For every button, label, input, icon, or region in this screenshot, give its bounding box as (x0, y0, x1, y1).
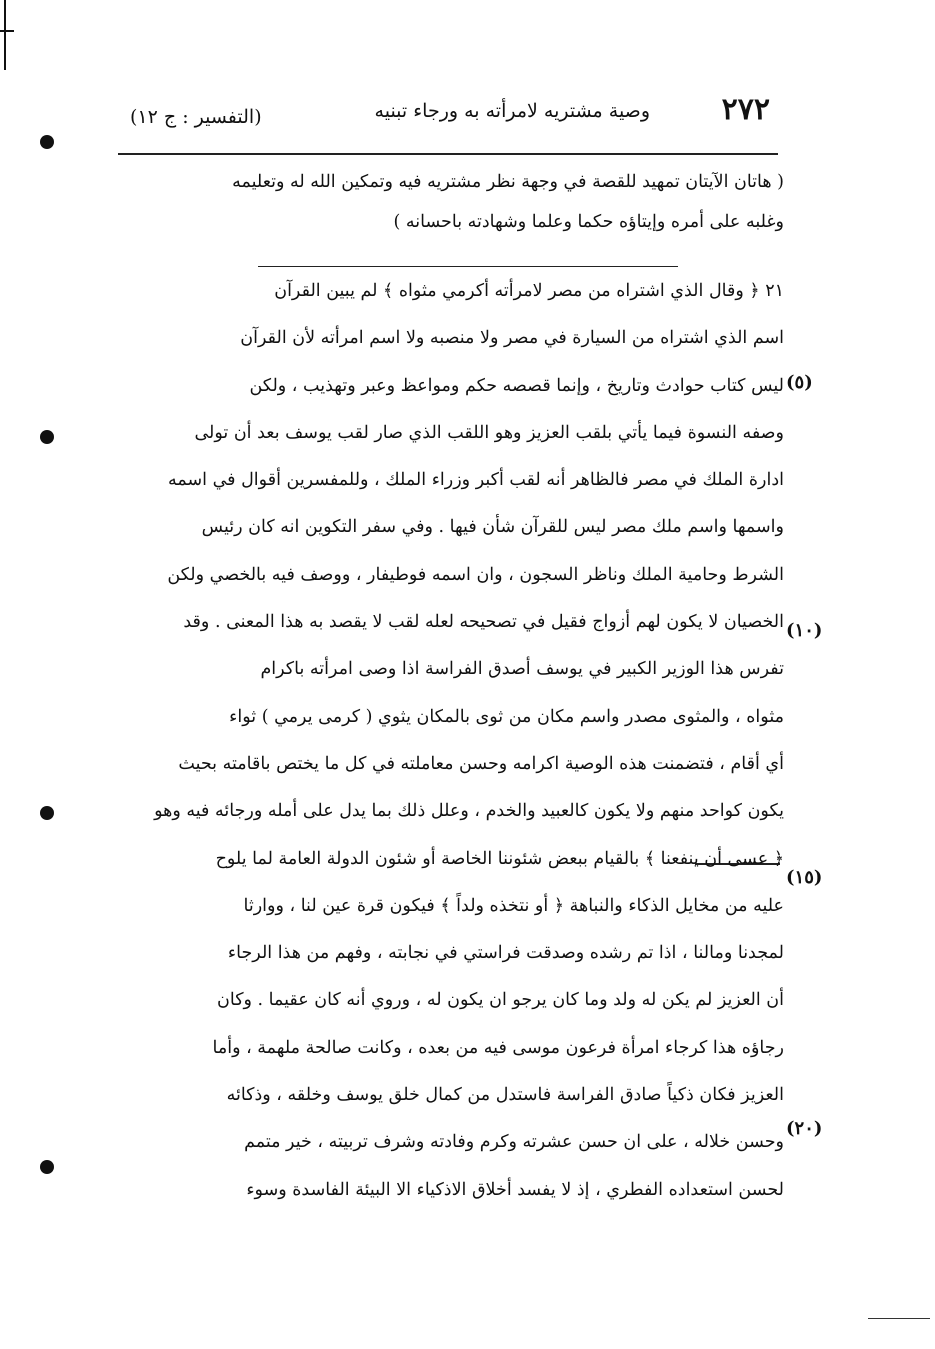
intro-line: ( هاتان الآيتان تمهيد للقصة في وجهة نظر مشتريه فيه وتمكين الله له وتعليمه (232, 172, 784, 192)
text-line: ادارة الملك في مصر فالظاهر أنه لقب أكبر وزراء الملك ، وللمفسرين أقوال في اسمه (167, 470, 784, 491)
main-commentary (112, 268, 784, 1214)
intro-paragraph (112, 162, 784, 242)
text-line: اسم الذي اشتراه من السيارة في مصر ولا منصبه ولا اسم امرأته لأن القرآن (240, 328, 784, 349)
text-line: وحسن خلاله ، على ان حسن عشرته وكرم وفادته وشرف تربيته ، خير متمم (244, 1132, 784, 1153)
scan-edge-line (4, 0, 6, 70)
text-line: لمجدنا ومالنا ، اذا تم رشده وصدقت فراستي في نجابته ، وفهم من هذا الرجاء (227, 943, 784, 964)
header-divider (118, 153, 778, 155)
margin-line-number: (١٠) (786, 620, 823, 641)
running-title: وصية مشتريه لامرأته به ورجاء تبنيه (374, 100, 650, 122)
page-number: ٢٧٢ (721, 92, 770, 127)
text-line: مثواه ، والمثوى مصدر واسم مكان من ثوى بالمكان يثوي ( كرمى يرمي ) ثواء (229, 706, 784, 727)
text-line: تفرس هذا الوزير الكبير في يوسف أصدق الفراسة اذا وصى امرأته باكرام (260, 659, 784, 680)
text-line: رجاؤه هذا كرجاء امرأة فرعون موسى فيه من بعده ، وكانت صالحة ملهمة ، وأما (212, 1037, 784, 1058)
binding-hole-icon (40, 1160, 54, 1174)
text-line: لحسن استعداده الفطري ، إذ لا يفسد أخلاق الاذكياء الا البيئة الفاسدة وسوء (246, 1179, 784, 1200)
verse-overline (258, 266, 678, 267)
scan-edge-tick (0, 30, 14, 32)
text-line: واسمها واسم ملك مصر ليس للقرآن شأن فيها . وفي سفر التكوين انه كان رئيس (201, 517, 784, 538)
text-line: العزيز فكان ذكياً صادق الفراسة فاستدل من كمال خلق يوسف وخلقه ، وذكائه (226, 1085, 784, 1106)
section-reference: (التفسير : ج ١٢) (130, 106, 262, 128)
text-line: ٢١ ﴿ وقال الذي اشتراه من مصر لامرأته أكرمي مثواه ﴾ لم يبين القرآن (274, 281, 784, 301)
margin-line-number: (١٥) (786, 867, 823, 888)
scan-edge-line (868, 1318, 930, 1319)
text-line: عليه من مخايل الذكاء والنباهة ﴿ أو نتخذه ولداً ﴾ فيكون قرة عين لنا ، ووارثا (243, 895, 784, 916)
binding-hole-icon (40, 806, 54, 820)
text-line: الشرط وحامية الملك وناظر السجون ، وان اسمه فوطيفار ، ووصف فيه بالخصي ولكن (167, 564, 784, 585)
page-header (130, 92, 770, 140)
margin-line-number: (٢٠) (786, 1118, 823, 1139)
text-line: الخصيان لا يكون لهم أزواج فقيل في تصحيحه لعله لقب لا يقصد به هذا المعنى . وقد (183, 612, 784, 633)
text-line: وصفه النسوة فيما يأتي بلقب العزيز وهو اللقب الذي صار لقب يوسف بعد أن تولى (194, 422, 784, 443)
text-line: أن العزيز لم يكن له ولد وما كان يرجو ان يكون له ، وروي أنه كان عقيما . وكان (217, 990, 784, 1011)
intro-line: وغلبه على أمره وإيتاؤه حكما وعلما وشهادته باحسانه ) (393, 212, 784, 232)
binding-hole-icon (40, 430, 54, 444)
text-line: أي أقام ، فتضمنت هذه الوصية اكرامه وحسن معاملته في كل ما يختص باقامته بحيث (178, 753, 784, 774)
text-line: ﴿ عسى أن ينفعنا ﴾ بالقيام ببعض شئوننا الخاصة أو شئون الدولة العامة لما يلوح (215, 848, 784, 869)
binding-hole-icon (40, 135, 54, 149)
text-line: يكون كواحد منهم ولا يكون كالعبيد والخدم ، وعلل ذلك بما يدل على أمله ورجائه فيه وهو (154, 801, 784, 822)
margin-line-number: (٥) (786, 372, 813, 393)
text-line: ليس كتاب حوادث وتاريخ ، وإنما قصصه حكم ومواعظ وعبر وتهذيب ، ولكن (249, 375, 784, 396)
